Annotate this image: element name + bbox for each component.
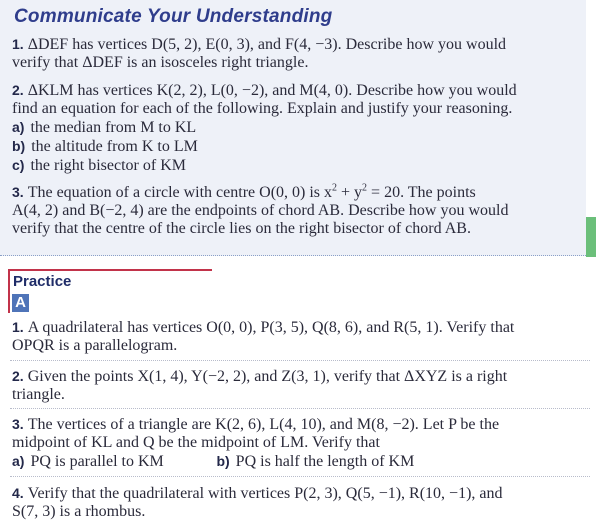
practice-header-edge bbox=[8, 269, 10, 313]
question-divider bbox=[10, 360, 590, 361]
part-text: the altitude from K to LM bbox=[31, 138, 198, 155]
question-text: find an equation for each of the following. Explain and justify your reasoning. bbox=[12, 100, 513, 117]
question-text: = 20. The points bbox=[367, 184, 476, 201]
level-badge: A bbox=[12, 294, 29, 312]
question-text: + y bbox=[337, 184, 363, 201]
question-text: S(7, 3) is a rhombus. bbox=[12, 503, 146, 520]
question-text: A(4, 2) and B(−2, 4) are the endpoints of chord AB. Describe how you would bbox=[12, 202, 509, 219]
question-text: midpoint of KL and Q be the midpoint of LM. Verify that bbox=[12, 434, 380, 451]
communicate-question-2 bbox=[12, 81, 517, 175]
question-number: 3. bbox=[12, 184, 24, 200]
question-text: OPQR is a parallelogram. bbox=[12, 337, 178, 354]
question-number: 4. bbox=[12, 485, 24, 501]
exponent: 2 bbox=[362, 182, 368, 194]
part-text: PQ is parallel to KM bbox=[30, 453, 164, 470]
practice-question-1 bbox=[12, 318, 514, 355]
question-divider bbox=[10, 476, 590, 477]
question-number: 2. bbox=[12, 368, 24, 384]
question-number: 1. bbox=[12, 36, 24, 52]
practice-question-2 bbox=[12, 367, 507, 404]
part-text: the right bisector of KM bbox=[30, 157, 186, 174]
part-label: c) bbox=[12, 157, 25, 173]
question-number: 3. bbox=[12, 416, 24, 432]
communicate-question-1 bbox=[12, 35, 506, 72]
question-text: triangle. bbox=[12, 386, 65, 403]
question-divider bbox=[10, 408, 590, 409]
practice-header-rule bbox=[8, 269, 212, 271]
question-text: A quadrilateral has vertices O(0, 0), P(3, 5), Q(8, 6), and R(5, 1). Verify that bbox=[27, 319, 515, 336]
question-part-b bbox=[12, 137, 517, 156]
question-text: verify that the centre of the circle lies on the right bisector of chord AB. bbox=[12, 220, 471, 237]
question-number: 2. bbox=[12, 82, 24, 98]
question-text: ΔDEF has vertices D(5, 2), E(0, 3), and F(4, −3). Describe how you would bbox=[27, 36, 507, 53]
part-label: a) bbox=[12, 453, 25, 469]
section-divider bbox=[0, 255, 586, 256]
question-text: ΔKLM has vertices K(2, 2), L(0, −2), and M(4, 0). Describe how you would bbox=[27, 82, 517, 99]
part-text: the median from M to KL bbox=[30, 119, 197, 136]
exponent: 2 bbox=[332, 182, 338, 194]
question-text: The vertices of a triangle are K(2, 6), L(4, 10), and M(8, −2). Let P be the bbox=[27, 416, 500, 433]
question-number: 1. bbox=[12, 319, 24, 335]
question-part-a bbox=[12, 118, 517, 137]
part-label: a) bbox=[12, 119, 25, 135]
communicate-question-3 bbox=[12, 183, 508, 238]
part-label: b) bbox=[216, 453, 230, 469]
practice-question-4 bbox=[12, 484, 503, 521]
practice-title: Practice bbox=[13, 273, 72, 290]
practice-question-3 bbox=[12, 415, 499, 471]
part-text: PQ is half the length of KM bbox=[235, 453, 415, 470]
question-text: Given the points X(1, 4), Y(−2, 2), and Z(3, 1), verify that ΔXYZ is a right bbox=[27, 368, 508, 385]
page-edge-tab bbox=[586, 217, 596, 257]
question-text: Verify that the quadrilateral with vertices P(2, 3), Q(5, −1), R(10, −1), and bbox=[27, 485, 503, 502]
communicate-title: Communicate Your Understanding bbox=[14, 6, 333, 27]
part-label: b) bbox=[12, 138, 26, 154]
question-part-c bbox=[12, 156, 517, 175]
question-text: The equation of a circle with centre O(0, 0) is x bbox=[27, 184, 333, 201]
question-text: verify that ΔDEF is an isosceles right triangle. bbox=[12, 54, 309, 71]
